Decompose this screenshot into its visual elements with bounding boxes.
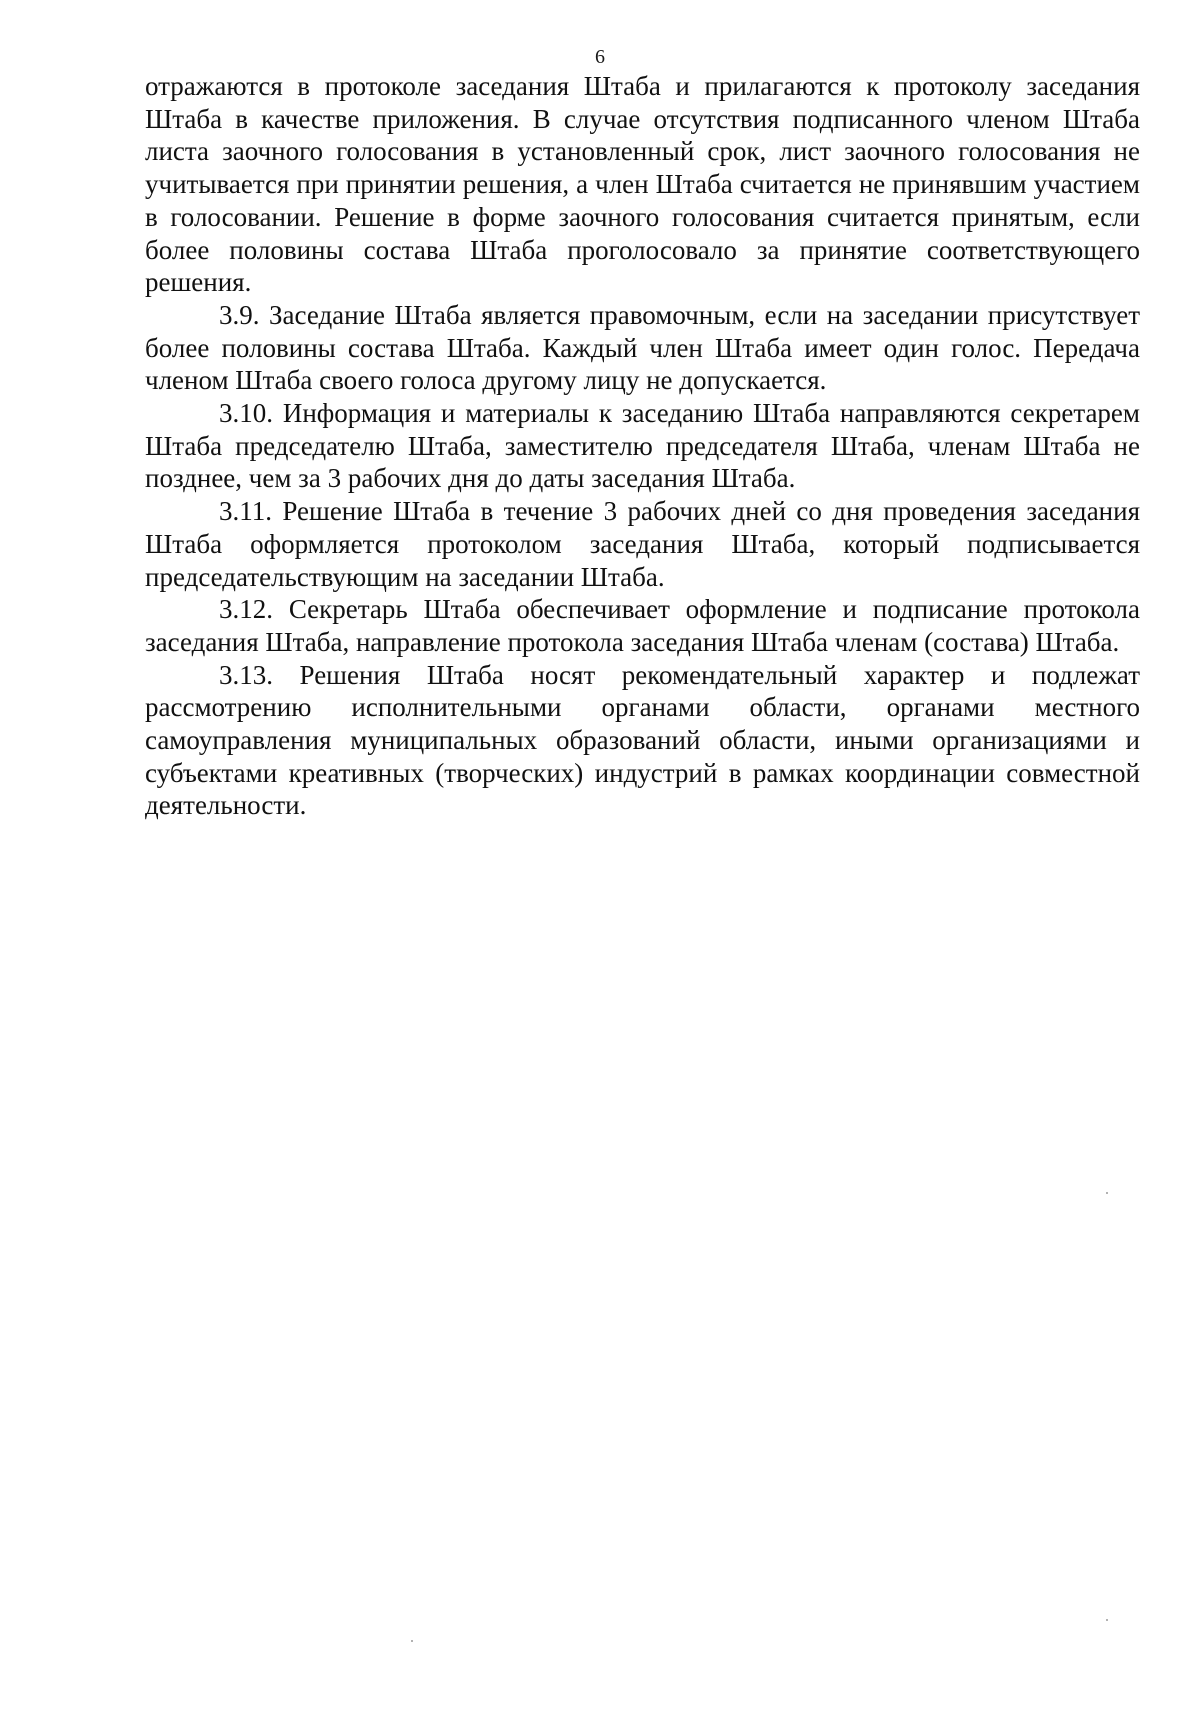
paragraph-3-13: 3.13. Решения Штаба носят рекомендательный характер и подлежат рассмотрению исполнительными органами области, органами местного самоуправления муниципальных образований области, иными организациями и субъектами креативных (творческих) индустрий в рамках координации совместной деятельности. — [145, 659, 1140, 821]
paragraph-3-12: 3.12. Секретарь Штаба обеспечивает оформление и подписание протокола заседания Штаба, направление протокола заседания Штаба членам (состава) Штаба. — [145, 594, 1140, 657]
page-number: 6 — [595, 46, 605, 68]
scan-speck — [411, 1640, 413, 1642]
paragraph-3-9: 3.9. Заседание Штаба является правомочным, если на заседании присутствует более половины состава Штаба. Каждый член Штаба имеет один голос. Передача членом Штаба своего голоса другому лицу не допускается. — [145, 299, 1140, 396]
scan-speck — [1106, 1192, 1108, 1194]
paragraph-3-11: 3.11. Решение Штаба в течение 3 рабочих дней со дня проведения заседания Штаба оформляется протоколом заседания Штаба, который подписывается председательствующим на заседании Штаба. — [145, 496, 1140, 592]
document-body — [145, 70, 1140, 822]
paragraph-continuation: отражаются в протоколе заседания Штаба и прилагаются к протоколу заседания Штаба в качестве приложения. В случае отсутствия подписанного членом Штаба листа заочного голосования в установленный срок, лист заочного голосования не учитывается при принятии решения, а член Штаба считается не принявшим участием в голосовании. Решение в форме заочного голосования считается принятым, если более половины состава Штаба проголосовало за принятие соответствующего решения. — [145, 71, 1140, 298]
paragraph-3-10: 3.10. Информация и материалы к заседанию Штаба направляются секретарем Штаба председателю Штаба, заместителю председателя Штаба, членам Штаба не позднее, чем за 3 рабочих дня до даты заседания Штаба. — [145, 398, 1140, 494]
scan-speck — [1106, 1619, 1108, 1621]
